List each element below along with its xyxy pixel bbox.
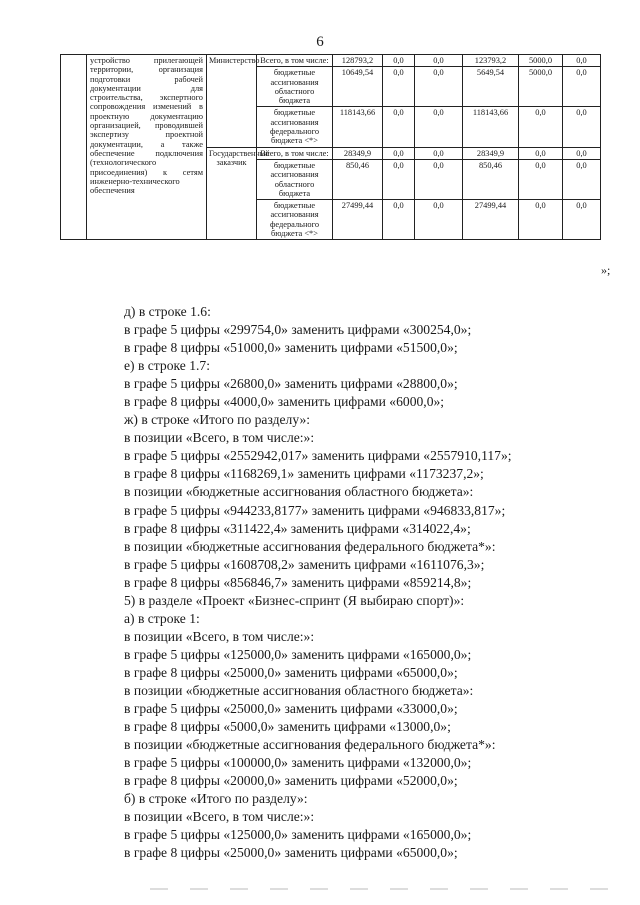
funding-label: Всего, в том числе: — [257, 55, 333, 67]
value-cell: 0,0 — [563, 55, 601, 67]
value-cell: 118143,66 — [463, 107, 519, 147]
value-cell: 0,0 — [519, 147, 563, 159]
value-cell: 0,0 — [519, 159, 563, 199]
value-cell: 0,0 — [383, 55, 415, 67]
value-cell: 5000,0 — [519, 67, 563, 107]
amendment-line: в графе 5 цифры «125000,0» заменить цифрами «165000,0»; — [124, 646, 472, 662]
amendment-line: в графе 8 цифры «856846,7» заменить цифрами «859214,8»; — [124, 574, 472, 590]
value-cell: 28349,9 — [333, 147, 383, 159]
amendment-line: в графе 8 цифры «25000,0» заменить цифрами «65000,0»; — [124, 845, 458, 861]
value-cell: 0,0 — [415, 159, 463, 199]
amendment-line: в позиции «Всего, в том числе:»: — [124, 430, 315, 446]
row-number-cell — [61, 55, 87, 240]
value-cell: 0,0 — [415, 67, 463, 107]
amendment-line: в графе 5 цифры «2552942,017» заменить цифрами «2557910,117»; — [124, 448, 512, 464]
value-cell: 0,0 — [563, 107, 601, 147]
value-cell: 123793,2 — [463, 55, 519, 67]
amendment-line: в графе 5 цифры «25000,0» заменить цифрами «33000,0»; — [124, 701, 458, 717]
value-cell: 0,0 — [563, 159, 601, 199]
amendment-line: в графе 5 цифры «26800,0» заменить цифрами «28800,0»; — [124, 376, 458, 392]
value-cell: 0,0 — [519, 107, 563, 147]
amendment-line: в графе 5 цифры «125000,0» заменить цифрами «165000,0»; — [124, 827, 472, 843]
value-cell: 0,0 — [383, 67, 415, 107]
value-cell: 0,0 — [383, 147, 415, 159]
amendment-line: б) в строке «Итого по разделу»: — [124, 791, 308, 807]
executor-cell: Министерство — [207, 55, 257, 148]
amendment-line: в графе 8 цифры «1168269,1» заменить цифрами «1173237,2»; — [124, 466, 484, 482]
amendment-line: в графе 5 цифры «944233,8177» заменить цифрами «946833,817»; — [124, 502, 506, 518]
amendment-line: в графе 5 цифры «1608708,2» заменить цифрами «1611076,3»; — [124, 556, 485, 572]
value-cell: 0,0 — [383, 107, 415, 147]
amendment-line: е) в строке 1.7: — [124, 358, 210, 374]
amendment-line: в графе 8 цифры «5000,0» заменить цифрами «13000,0»; — [124, 719, 451, 735]
value-cell: 27499,44 — [333, 200, 383, 240]
budget-table — [60, 54, 601, 240]
amendment-line: д) в строке 1.6: — [124, 304, 211, 319]
scan-artifact — [150, 888, 620, 890]
activity-description: устройство прилегающей территории, организация подготовки рабочей документации для строительства, экспертного сопровождения изменений в проектную документацию организацией, проводившей экспертизу проектной документации, а также обеспечение подключения (технологического присоединения) к сетям инженерно-технического обеспечения — [87, 55, 207, 240]
funding-label: бюджетные ассигнования областного бюджета — [257, 159, 333, 199]
amendment-line: 5) в разделе «Проект «Бизнес-спринт (Я выбираю спорт)»: — [124, 592, 465, 608]
amendment-line: в позиции «бюджетные ассигнования федерального бюджета*»: — [124, 737, 496, 753]
amendment-line: в графе 8 цифры «4000,0» заменить цифрами «6000,0»; — [124, 394, 445, 410]
value-cell: 118143,66 — [333, 107, 383, 147]
page-number: 6 — [316, 34, 324, 50]
amendment-line: в графе 5 цифры «299754,0» заменить цифрами «300254,0»; — [124, 322, 472, 338]
amendment-line: в позиции «бюджетные ассигнования областного бюджета»: — [124, 484, 474, 500]
amendment-line: ж) в строке «Итого по разделу»: — [124, 412, 311, 428]
funding-label: Всего, в том числе: — [257, 147, 333, 159]
value-cell: 0,0 — [563, 67, 601, 107]
executor-cell: Государственный заказчик — [207, 147, 257, 240]
amendment-line: в позиции «бюджетные ассигнования областного бюджета»: — [124, 682, 474, 698]
amendment-line: в графе 8 цифры «25000,0» заменить цифрами «65000,0»; — [124, 664, 458, 680]
amendment-line: а) в строке 1: — [124, 610, 200, 626]
amendments-text — [124, 303, 629, 862]
value-cell: 0,0 — [563, 147, 601, 159]
value-cell: 850,46 — [333, 159, 383, 199]
amendment-line: в графе 8 цифры «51000,0» заменить цифрами «51500,0»; — [124, 340, 458, 356]
value-cell: 0,0 — [563, 200, 601, 240]
amendment-line: в позиции «Всего, в том числе:»: — [124, 809, 315, 825]
funding-label: бюджетные ассигнования федерального бюджета <*> — [257, 107, 333, 147]
value-cell: 0,0 — [415, 200, 463, 240]
value-cell: 5649,54 — [463, 67, 519, 107]
funding-label: бюджетные ассигнования областного бюджета — [257, 67, 333, 107]
amendment-line: в графе 8 цифры «20000,0» заменить цифрами «52000,0»; — [124, 773, 458, 789]
value-cell: 0,0 — [415, 107, 463, 147]
value-cell: 5000,0 — [519, 55, 563, 67]
value-cell: 0,0 — [519, 200, 563, 240]
amendment-line: в позиции «бюджетные ассигнования федерального бюджета*»: — [124, 538, 496, 554]
value-cell: 27499,44 — [463, 200, 519, 240]
value-cell: 28349,9 — [463, 147, 519, 159]
value-cell: 128793,2 — [333, 55, 383, 67]
amendment-line: в графе 5 цифры «100000,0» заменить цифрами «132000,0»; — [124, 755, 472, 771]
value-cell: 850,46 — [463, 159, 519, 199]
funding-label: бюджетные ассигнования федерального бюджета <*> — [257, 200, 333, 240]
table-row — [61, 55, 601, 67]
amendment-line: в графе 8 цифры «311422,4» заменить цифрами «314022,4»; — [124, 520, 471, 536]
value-cell: 10649,54 — [333, 67, 383, 107]
value-cell: 0,0 — [383, 159, 415, 199]
value-cell: 0,0 — [415, 55, 463, 67]
closing-quote: »; — [601, 263, 611, 277]
value-cell: 0,0 — [383, 200, 415, 240]
value-cell: 0,0 — [415, 147, 463, 159]
amendment-line: в позиции «Всего, в том числе:»: — [124, 628, 315, 644]
